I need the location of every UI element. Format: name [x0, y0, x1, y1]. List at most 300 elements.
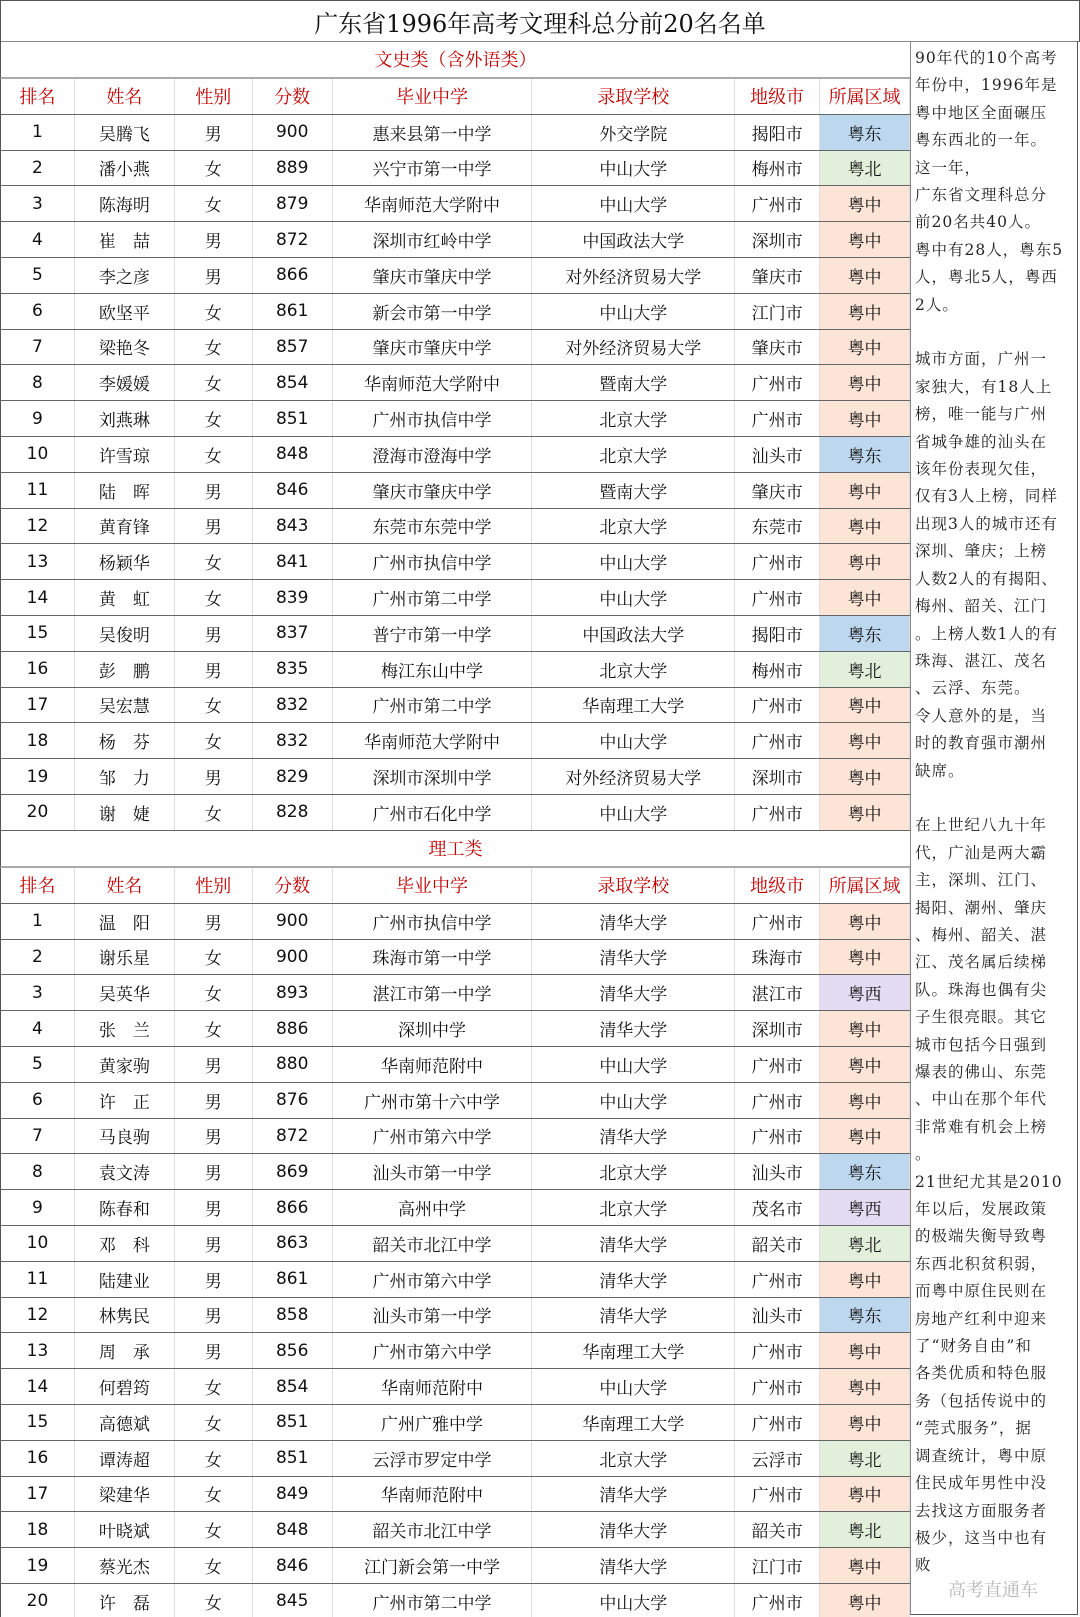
column-header: 分数 [253, 868, 333, 903]
table-row [0, 688, 910, 724]
table-cell: 839 [253, 580, 333, 615]
sidebar-line: 去找这方面服务者 [915, 1501, 1048, 1520]
table-cell: 杨颖华 [75, 544, 175, 579]
table-row [0, 1190, 910, 1226]
table-cell: 851 [253, 1405, 333, 1440]
table-cell: 广州市 [735, 186, 820, 221]
table-cell: 12 [1, 1298, 75, 1333]
table-row [0, 1011, 910, 1047]
table-cell: 广州市 [735, 688, 820, 723]
sidebar-line: 人，粤北5人，粤西 [915, 268, 1058, 287]
header-row [0, 79, 910, 115]
table-cell: 女 [175, 1369, 253, 1404]
region-cell: 粤北 [820, 652, 910, 687]
table-row [0, 616, 910, 652]
sidebar-line: 仅有3人上榜，同样 [915, 487, 1058, 506]
table-row [0, 437, 910, 473]
table-cell: 845 [253, 1584, 333, 1617]
table-cell: 18 [1, 1512, 75, 1547]
sidebar-line: 务（包括传说中的 [915, 1391, 1048, 1410]
table-cell: 854 [253, 1369, 333, 1404]
table-cell: 陈海明 [75, 186, 175, 221]
table-cell: 吴英华 [75, 975, 175, 1010]
table-cell: 广州市 [735, 1119, 820, 1154]
table-cell: 深圳中学 [333, 1011, 533, 1046]
table-cell: 12 [1, 509, 75, 544]
table-cell: 889 [253, 151, 333, 186]
region-cell: 粤中 [820, 795, 910, 830]
region-cell: 粤中 [820, 258, 910, 293]
table-cell: 珠海市第一中学 [333, 940, 533, 975]
sidebar-line: 而粤中原住民则在 [915, 1282, 1048, 1301]
sidebar-line: 调查统计，粤中原 [915, 1446, 1048, 1465]
table-cell: 男 [175, 509, 253, 544]
table-cell: 广州市 [735, 1047, 820, 1082]
sidebar-line: 在上世纪八九十年 [915, 816, 1048, 835]
sidebar-line: 各类优质和特色服 [915, 1364, 1048, 1383]
section-title: 文史类（含外语类） [0, 41, 910, 79]
region-cell: 粤中 [820, 1477, 910, 1512]
table-cell: 17 [1, 688, 75, 723]
table-cell: 6 [1, 1083, 75, 1118]
table-cell: 女 [175, 723, 253, 758]
table-row [0, 1333, 910, 1369]
table-cell: 新会市第一中学 [333, 294, 533, 329]
table-cell: 肇庆市肇庆中学 [333, 473, 533, 508]
table-cell: 张 兰 [75, 1011, 175, 1046]
table-cell: 861 [253, 1262, 333, 1297]
table-cell: 男 [175, 616, 253, 651]
table-cell: 14 [1, 1369, 75, 1404]
sidebar-line: 子生很亮眼。其它 [915, 1008, 1048, 1027]
table-cell: 杨 芬 [75, 723, 175, 758]
table-cell: 清华大学 [532, 940, 735, 975]
table-cell: 879 [253, 186, 333, 221]
table-cell: 女 [175, 294, 253, 329]
sidebar-line: 90年代的10个高考 [915, 49, 1058, 67]
table-cell: 846 [253, 1548, 333, 1583]
region-cell: 粤中 [820, 688, 910, 723]
sidebar-line: 出现3人的城市还有 [915, 514, 1058, 533]
table-row [0, 795, 910, 831]
liberal-arts-table [0, 41, 910, 831]
sidebar-line: 省城争雄的汕头在 [915, 432, 1048, 451]
table-cell: 广州市 [735, 1083, 820, 1118]
table-cell: 849 [253, 1477, 333, 1512]
table-cell: 北京大学 [532, 401, 735, 436]
table-row [0, 1262, 910, 1298]
table-cell: 男 [175, 1226, 253, 1261]
sidebar-line: 。 [915, 1145, 932, 1164]
region-cell: 粤中 [820, 544, 910, 579]
table-row [0, 294, 910, 330]
table-cell: 男 [175, 1047, 253, 1082]
table-row [0, 652, 910, 688]
region-cell: 粤中 [820, 222, 910, 257]
table-cell: 男 [175, 1154, 253, 1189]
table-cell: 深圳市深圳中学 [333, 759, 533, 794]
table-cell: 韶关市北江中学 [333, 1226, 533, 1261]
table-cell: 陈春和 [75, 1190, 175, 1225]
table-row [0, 1405, 910, 1441]
column-header: 所属区域 [820, 79, 910, 114]
table-cell: 男 [175, 1083, 253, 1118]
table-cell: 中山大学 [532, 294, 735, 329]
sidebar-line: 缺席。 [915, 761, 965, 780]
table-cell: 4 [1, 1011, 75, 1046]
table-cell: 843 [253, 509, 333, 544]
table-cell: 湛江市第一中学 [333, 975, 533, 1010]
table-cell: 11 [1, 1262, 75, 1297]
table-cell: 6 [1, 294, 75, 329]
table-cell: 男 [175, 904, 253, 939]
table-cell: 女 [175, 688, 253, 723]
table-cell: 863 [253, 1226, 333, 1261]
sidebar-line: 、中山在那个年代 [915, 1090, 1048, 1109]
column-header: 分数 [253, 79, 333, 114]
sidebar-line: 珠海、湛江、茂名 [915, 651, 1048, 670]
table-cell: 男 [175, 1298, 253, 1333]
table-cell: 中山大学 [532, 795, 735, 830]
sidebar-line [915, 785, 1077, 812]
table-cell: 中山大学 [532, 1584, 735, 1617]
table-cell: 5 [1, 1047, 75, 1082]
region-cell: 粤中 [820, 509, 910, 544]
table-cell: 中山大学 [532, 186, 735, 221]
table-cell: 广州市石化中学 [333, 795, 533, 830]
table-row [0, 1548, 910, 1584]
column-header: 排名 [1, 868, 75, 903]
table-cell: 黄 虹 [75, 580, 175, 615]
column-header: 地级市 [735, 868, 820, 903]
table-cell: 肇庆市肇庆中学 [333, 258, 533, 293]
table-cell: 华南师范附中 [333, 1369, 533, 1404]
science-table [0, 830, 910, 1617]
region-cell: 粤北 [820, 151, 910, 186]
table-cell: 韶关市北江中学 [333, 1512, 533, 1547]
table-cell: 北京大学 [532, 1441, 735, 1476]
sidebar-line: 主，深圳、江门、 [915, 871, 1048, 890]
region-cell: 粤中 [820, 1405, 910, 1440]
table-cell: 珠海市 [735, 940, 820, 975]
region-cell: 粤东 [820, 437, 910, 472]
table-cell: 广州市 [735, 723, 820, 758]
table-cell: 黄家驹 [75, 1047, 175, 1082]
table-row [0, 975, 910, 1011]
table-cell: 许 正 [75, 1083, 175, 1118]
sidebar-line: 令人意外的是，当 [915, 706, 1048, 725]
sidebar-line: 榜，唯一能与广州 [915, 405, 1048, 424]
table-row [0, 1477, 910, 1513]
table-cell: 清华大学 [532, 1477, 735, 1512]
table-cell: 861 [253, 294, 333, 329]
sidebar-line: 该年份表现欠佳， [915, 460, 1048, 479]
table-cell: 832 [253, 723, 333, 758]
table-cell: 韶关市 [735, 1512, 820, 1547]
table-cell: 9 [1, 401, 75, 436]
table-cell: 广州市执信中学 [333, 904, 533, 939]
table-cell: 华南师范大学附中 [333, 365, 533, 400]
table-cell: 8 [1, 1154, 75, 1189]
table-cell: 华南师范大学附中 [333, 723, 533, 758]
table-cell: 北京大学 [532, 1154, 735, 1189]
table-cell: 何碧筠 [75, 1369, 175, 1404]
table-cell: 叶晓斌 [75, 1512, 175, 1547]
region-cell: 粤中 [820, 759, 910, 794]
region-cell: 粤中 [820, 940, 910, 975]
table-cell: 7 [1, 1119, 75, 1154]
table-cell: 广州市 [735, 1405, 820, 1440]
table-row [0, 222, 910, 258]
table-cell: 880 [253, 1047, 333, 1082]
region-cell: 粤北 [820, 1512, 910, 1547]
table-cell: 女 [175, 1477, 253, 1512]
sidebar-line: 城市方面，广州一 [915, 350, 1048, 369]
table-row [0, 1441, 910, 1477]
sidebar-line: 人数2人的有揭阳、 [915, 569, 1058, 588]
table-cell: 858 [253, 1298, 333, 1333]
table-cell: 清华大学 [532, 1011, 735, 1046]
table-cell: 汕头市 [735, 1154, 820, 1189]
table-cell: 肇庆市 [735, 258, 820, 293]
region-cell: 粤中 [820, 330, 910, 365]
table-cell: 清华大学 [532, 1262, 735, 1297]
table-row [0, 1047, 910, 1083]
sidebar-line: 爆表的佛山、东莞 [915, 1063, 1048, 1081]
sidebar-line: 2人。 [915, 295, 959, 314]
table-row [0, 258, 910, 294]
table-cell: 外交学院 [532, 115, 735, 150]
table-row [0, 509, 910, 545]
region-cell: 粤中 [820, 1548, 910, 1583]
table-cell: 20 [1, 795, 75, 830]
sidebar-line: 非常难有机会上榜 [915, 1117, 1048, 1136]
table-cell: 清华大学 [532, 1226, 735, 1261]
table-cell: 陆 晖 [75, 473, 175, 508]
region-cell: 粤中 [820, 1011, 910, 1046]
table-cell: 男 [175, 1262, 253, 1297]
sidebar-line: 、云浮、东莞。 [915, 679, 1031, 698]
table-cell: 许 磊 [75, 1584, 175, 1617]
table-cell: 中山大学 [532, 1047, 735, 1082]
sidebar-line: 这一年， [915, 158, 982, 177]
table-cell: 黄育锋 [75, 509, 175, 544]
sidebar-line: 揭阳、潮州、肇庆 [915, 898, 1048, 917]
table-cell: 广州市第六中学 [333, 1333, 533, 1368]
table-cell: 女 [175, 1405, 253, 1440]
table-cell: 深圳市 [735, 1011, 820, 1046]
table-cell: 广州市 [735, 401, 820, 436]
table-cell: 兴宁市第一中学 [333, 151, 533, 186]
table-row [0, 330, 910, 366]
table-cell: 女 [175, 365, 253, 400]
table-cell: 832 [253, 688, 333, 723]
table-cell: 马良驹 [75, 1119, 175, 1154]
table-cell: 吴宏慧 [75, 688, 175, 723]
table-cell: 男 [175, 1333, 253, 1368]
table-cell: 13 [1, 1333, 75, 1368]
table-cell: 肇庆市 [735, 473, 820, 508]
region-cell: 粤中 [820, 723, 910, 758]
table-cell: 华南理工大学 [532, 688, 735, 723]
table-cell: 对外经济贸易大学 [532, 759, 735, 794]
table-cell: 肇庆市肇庆中学 [333, 330, 533, 365]
sidebar-line: 前20名共40人。 [915, 213, 1041, 232]
table-cell: 女 [175, 1584, 253, 1617]
table-cell: 东莞市 [735, 509, 820, 544]
table-row [0, 940, 910, 976]
table-row [0, 1226, 910, 1262]
table-cell: 中山大学 [532, 723, 735, 758]
table-cell: 846 [253, 473, 333, 508]
table-cell: 女 [175, 795, 253, 830]
table-cell: 男 [175, 759, 253, 794]
table-cell: 女 [175, 401, 253, 436]
table-cell: 韶关市 [735, 1226, 820, 1261]
table-cell: 7 [1, 330, 75, 365]
table-cell: 女 [175, 186, 253, 221]
table-cell: 对外经济贸易大学 [532, 330, 735, 365]
table-cell: 828 [253, 795, 333, 830]
table-cell: 华南师范大学附中 [333, 186, 533, 221]
sidebar-line: 年以后，发展政策 [915, 1200, 1048, 1219]
table-cell: 暨南大学 [532, 473, 735, 508]
table-cell: 872 [253, 222, 333, 257]
table-cell: 吴腾飞 [75, 115, 175, 150]
table-cell: 邹 力 [75, 759, 175, 794]
table-cell: 中山大学 [532, 151, 735, 186]
region-cell: 粤中 [820, 1333, 910, 1368]
table-cell: 云浮市 [735, 1441, 820, 1476]
table-cell: 林隽民 [75, 1298, 175, 1333]
table-cell: 866 [253, 1190, 333, 1225]
table-cell: 汕头市第一中学 [333, 1154, 533, 1189]
table-cell: 清华大学 [532, 1512, 735, 1547]
table-cell: 广州市第二中学 [333, 1584, 533, 1617]
table-row [0, 1298, 910, 1334]
table-cell: 886 [253, 1011, 333, 1046]
table-cell: 广州市执信中学 [333, 544, 533, 579]
table-cell: 女 [175, 1548, 253, 1583]
table-row [0, 1512, 910, 1548]
column-header: 所属区域 [820, 868, 910, 903]
table-cell: 谢 婕 [75, 795, 175, 830]
table-row [0, 365, 910, 401]
table-cell: 揭阳市 [735, 616, 820, 651]
table-cell: 20 [1, 1584, 75, 1617]
table-cell: 广州广雅中学 [333, 1405, 533, 1440]
table-cell: 广州市 [735, 795, 820, 830]
table-cell: 陆建业 [75, 1262, 175, 1297]
table-cell: 广州市第二中学 [333, 580, 533, 615]
table-cell: 男 [175, 1119, 253, 1154]
column-header: 性别 [175, 79, 253, 114]
table-cell: 3 [1, 186, 75, 221]
table-cell: 中山大学 [532, 1083, 735, 1118]
column-header: 毕业中学 [333, 79, 533, 114]
watermark: 高考直通车 [948, 1580, 1038, 1601]
sidebar-line: 广东省文理科总分 [915, 186, 1048, 205]
table-cell: 女 [175, 1512, 253, 1547]
column-header: 毕业中学 [333, 868, 533, 903]
table-cell: 清华大学 [532, 1298, 735, 1333]
region-cell: 粤东 [820, 616, 910, 651]
region-cell: 粤中 [820, 904, 910, 939]
table-cell: 崔 喆 [75, 222, 175, 257]
column-header: 录取学校 [532, 79, 735, 114]
region-cell: 粤西 [820, 1190, 910, 1225]
table-cell: 华南理工大学 [532, 1405, 735, 1440]
sidebar-line: 城市包括今日强到 [915, 1035, 1048, 1054]
table-cell: 900 [253, 904, 333, 939]
table-row [0, 1369, 910, 1405]
table-cell: 东莞市东莞中学 [333, 509, 533, 544]
table-cell: 北京大学 [532, 652, 735, 687]
table-cell: 汕头市 [735, 437, 820, 472]
region-cell: 粤中 [820, 294, 910, 329]
table-row [0, 1154, 910, 1190]
table-cell: 广州市第六中学 [333, 1119, 533, 1154]
table-cell: 中山大学 [532, 1369, 735, 1404]
table-cell: 江门新会第一中学 [333, 1548, 533, 1583]
table-cell: 谢乐星 [75, 940, 175, 975]
table-row [0, 1083, 910, 1119]
region-cell: 粤东 [820, 115, 910, 150]
table-cell: 清华大学 [532, 1548, 735, 1583]
region-cell: 粤中 [820, 1047, 910, 1082]
region-cell: 粤中 [820, 1119, 910, 1154]
table-cell: 16 [1, 652, 75, 687]
table-cell: 男 [175, 473, 253, 508]
table-cell: 女 [175, 1011, 253, 1046]
table-cell: 866 [253, 258, 333, 293]
table-cell: 北京大学 [532, 437, 735, 472]
sidebar-line: 21世纪尤其是2010 [915, 1172, 1063, 1191]
table-cell: 女 [175, 975, 253, 1010]
column-header: 姓名 [75, 868, 175, 903]
table-cell: 19 [1, 1548, 75, 1583]
table-cell: 深圳市 [735, 759, 820, 794]
sidebar-line: 了“财务自由”和 [915, 1337, 1032, 1356]
table-cell: 广州市 [735, 904, 820, 939]
table-cell: 848 [253, 1512, 333, 1547]
table-cell: 900 [253, 115, 333, 150]
column-header: 录取学校 [532, 868, 735, 903]
table-cell: 周 承 [75, 1333, 175, 1368]
page-title: 广东省1996年高考文理科总分前20名名单 [0, 0, 1080, 42]
table-cell: 11 [1, 473, 75, 508]
table-cell: 广州市 [735, 365, 820, 400]
table-cell: 广州市 [735, 544, 820, 579]
table-cell: 19 [1, 759, 75, 794]
table-cell: 广州市 [735, 1262, 820, 1297]
sidebar-line: “莞式服务”，据 [915, 1419, 1032, 1438]
table-cell: 刘燕琳 [75, 401, 175, 436]
table-cell: 广州市第十六中学 [333, 1083, 533, 1118]
table-cell: 851 [253, 1441, 333, 1476]
region-cell: 粤北 [820, 1441, 910, 1476]
table-cell: 2 [1, 940, 75, 975]
table-cell: 876 [253, 1083, 333, 1118]
table-cell: 15 [1, 1405, 75, 1440]
table-cell: 彭 鹏 [75, 652, 175, 687]
table-cell: 15 [1, 616, 75, 651]
table-cell: 肇庆市 [735, 330, 820, 365]
region-cell: 粤中 [820, 365, 910, 400]
table-cell: 17 [1, 1477, 75, 1512]
table-row [0, 401, 910, 437]
table-cell: 837 [253, 616, 333, 651]
